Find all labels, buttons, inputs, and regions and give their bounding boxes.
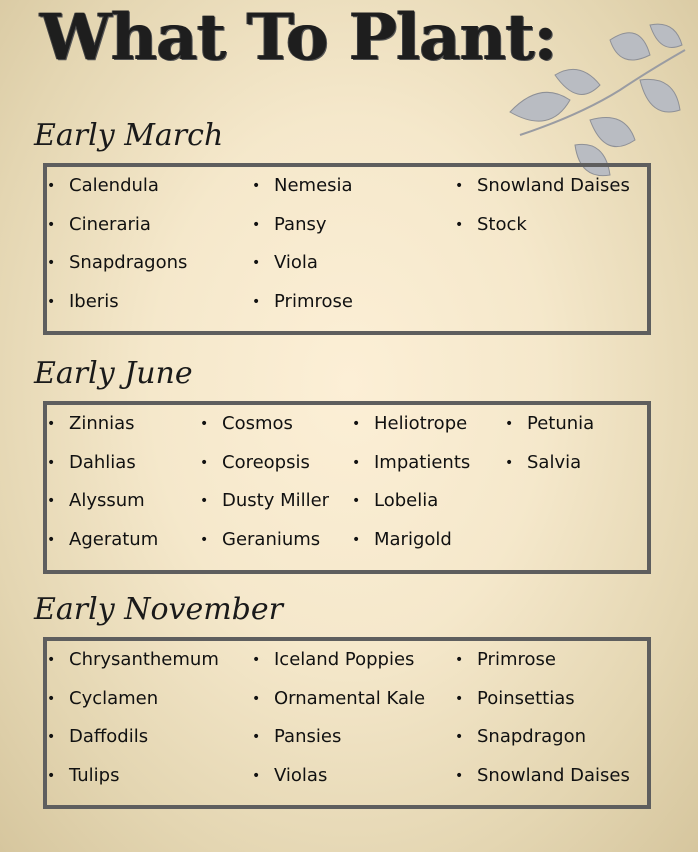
page-title: What To Plant: [40, 0, 557, 75]
plant-list-early-november: • Chrysanthemum • Cyclamen • Daffodils • Tulips • Iceland Poppies • Ornamental Kale • Pansies • Violas • Primrose • Poinsettias • Snapdragon • Snowland Daises [43, 637, 651, 809]
birch-leaves-icon [500, 20, 690, 180]
section-heading-early-november: Early November [34, 592, 283, 627]
section-heading-early-june: Early June [34, 356, 193, 391]
plant-list-early-june: • Zinnias • Dahlias • Alyssum • Ageratum • Cosmos • Coreopsis • Dusty Miller • Geraniums • Heliotrope • Impatients • Lobelia • Marigold • Petunia • Salvia [43, 401, 651, 574]
plant-list-early-march: • Calendula • Cineraria • Snapdragons • Iberis • Nemesia • Pansy • Viola • Primrose • Snowland Daises • Stock [43, 163, 651, 335]
section-heading-early-march: Early March [34, 118, 224, 153]
